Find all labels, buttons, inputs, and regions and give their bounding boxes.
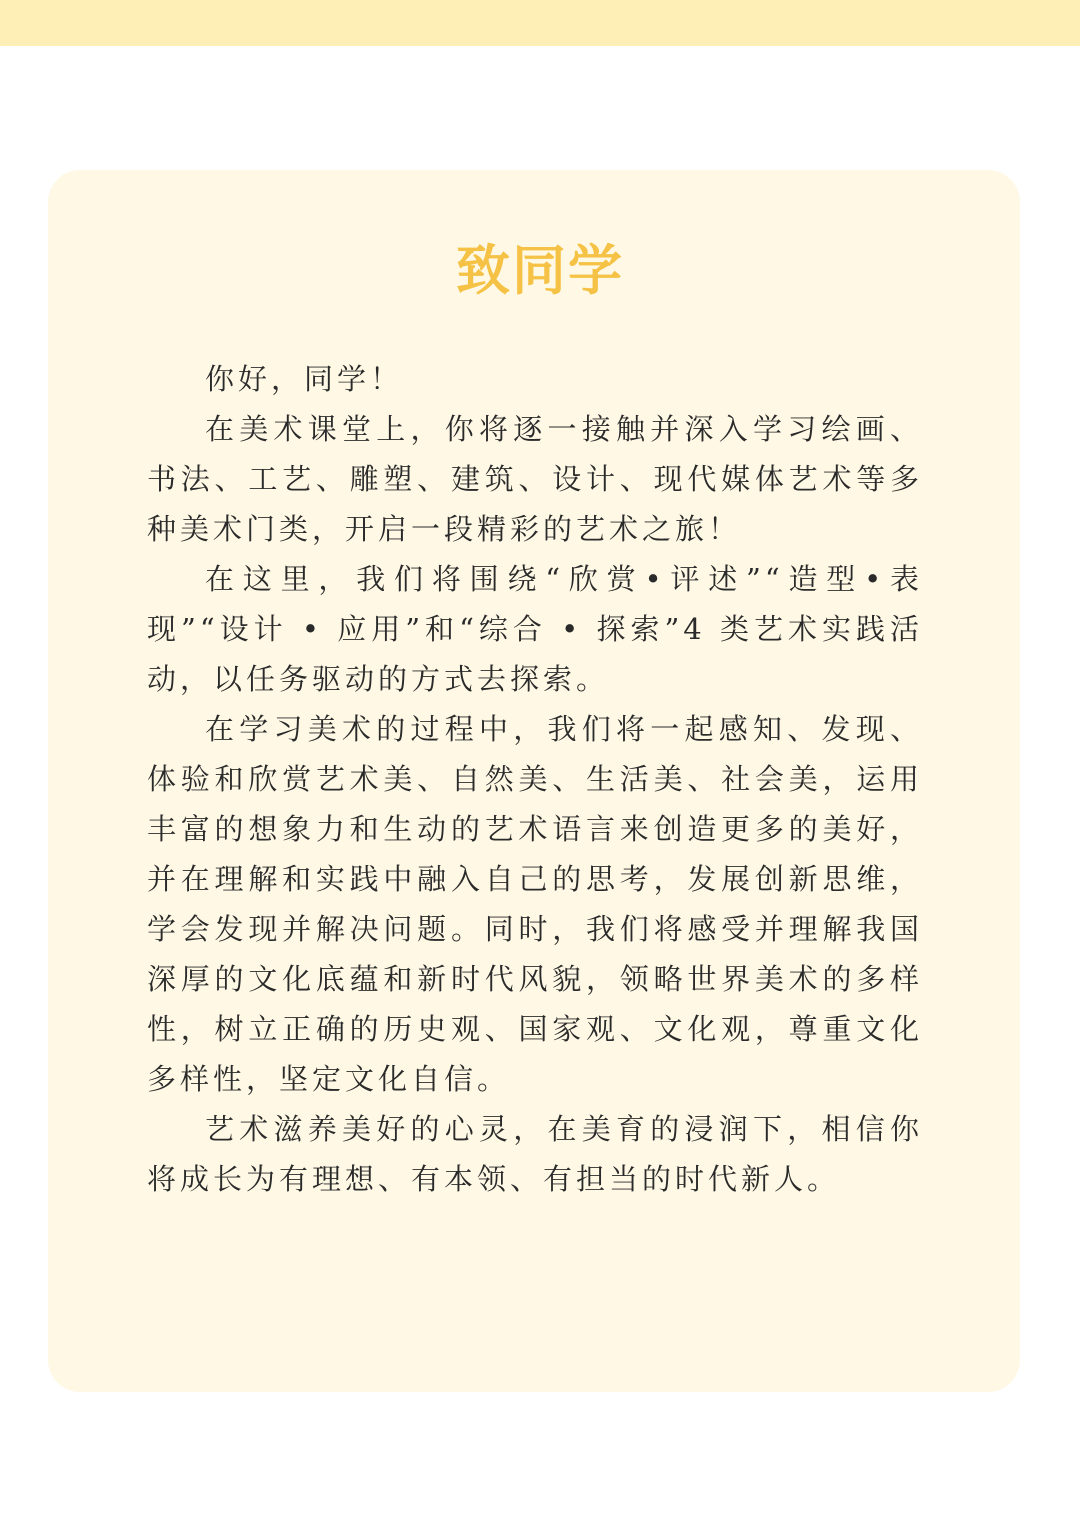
letter-paragraph-1: 在美术课堂上，你将逐一接触并深入学习绘画、书法、工艺、雕塑、建筑、设计、现代媒体艺术等多种美术门类，开启一段精彩的艺术之旅！ bbox=[147, 412, 923, 546]
top-decorative-band bbox=[0, 0, 1080, 46]
letter-greeting: 你好，同学！ bbox=[205, 362, 404, 396]
letter-title: 致同学 bbox=[456, 239, 624, 302]
letter-paragraph-4: 艺术滋养美好的心灵，在美育的浸润下，相信你将成长为有理想、有本领、有担当的时代新人。 bbox=[147, 1112, 923, 1196]
letter-paragraph-2: 在这里，我们将围绕“欣赏•评述”“造型•表现”“设计 • 应用”和“综合 • 探索”4 类艺术实践活动，以任务驱动的方式去探索。 bbox=[147, 562, 923, 696]
letter-paragraph-3: 在学习美术的过程中，我们将一起感知、发现、体验和欣赏艺术美、自然美、生活美、社会美，运用丰富的想象力和生动的艺术语言来创造更多的美好，并在理解和实践中融入自己的思考，发展创新思维，学会发现并解决问题。同时，我们将感受并理解我国深厚的文化底蕴和新时代风貌，领略世界美术的多样性，树立正确的历史观、国家观、文化观，尊重文化多样性，坚定文化自信。 bbox=[147, 712, 923, 1096]
letter-body bbox=[147, 354, 923, 1204]
